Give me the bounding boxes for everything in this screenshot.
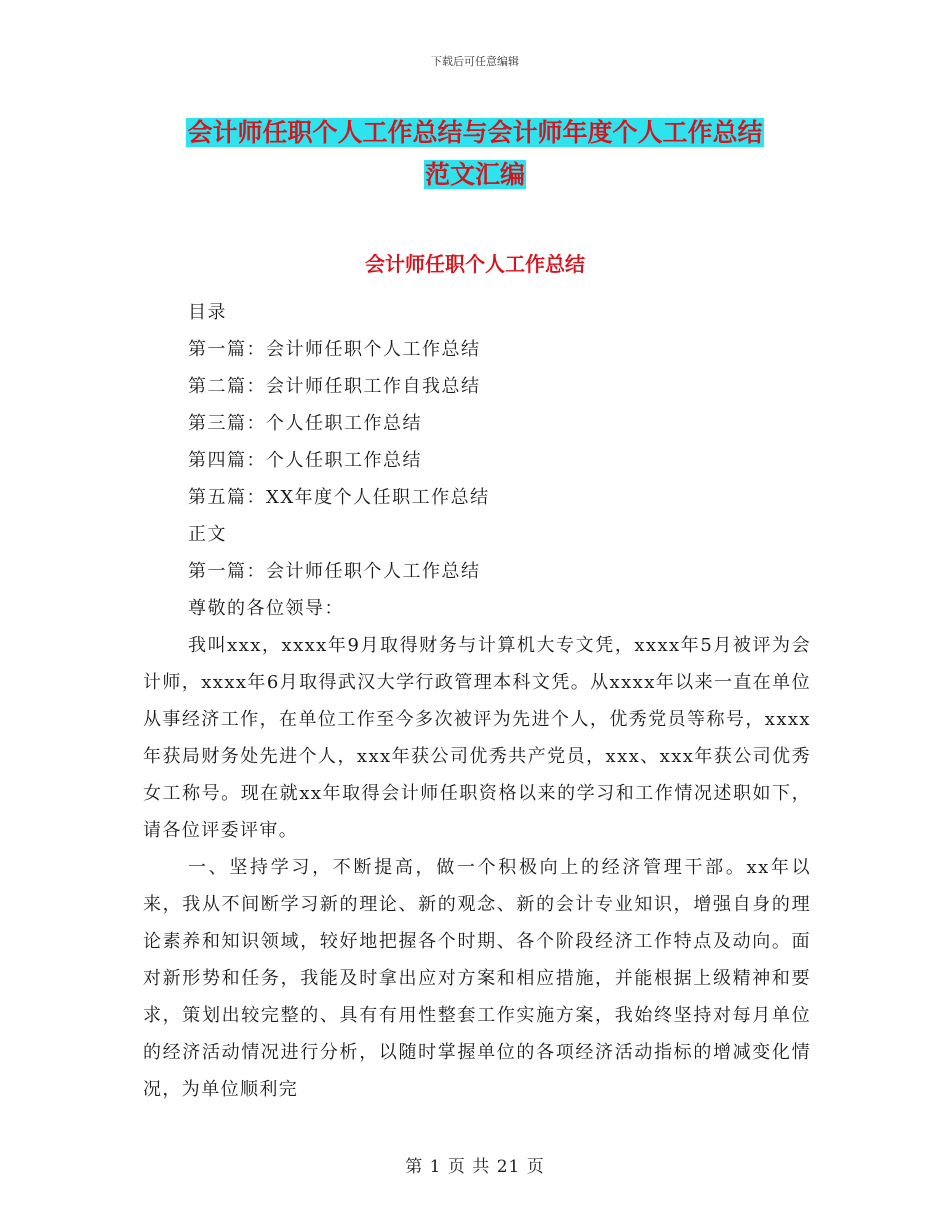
toc-item: 第三篇：个人任职工作总结 <box>188 413 422 434</box>
page-footer: 第 1 页 共 21 页 <box>405 1157 545 1177</box>
document-title-line-1: 会计师任职个人工作总结与会计师年度个人工作总结 <box>187 118 763 147</box>
document-title-line-2: 范文汇编 <box>424 160 525 189</box>
toc-item: 第一篇：会计师任职个人工作总结 <box>188 339 481 360</box>
salutation: 尊敬的各位领导： <box>188 598 344 619</box>
body-text <box>143 627 811 1108</box>
toc-item: 第五篇：XX年度个人任职工作总结 <box>188 487 490 508</box>
body-paragraph: 一、坚持学习，不断提高，做一个积极向上的经济管理干部。xx年以来，我从不间断学习新的理论、新的观念、新的会计专业知识，增强自身的理论素养和知识领域，较好地把握各个时期、各个阶段经济工作特点及动向。面对新形势和任务，我能及时拿出应对方案和相应措施，并能根据上级精神和要求，策划出较完整的、具有有用性整套工作实施方案，我始终坚持对每月单位的经济活动情况进行分析，以随时掌握单位的各项经济活动指标的增减变化情况，为单位顺利完 <box>143 857 811 1100</box>
table-of-contents <box>188 294 808 627</box>
document-title <box>0 112 950 196</box>
body-heading: 正文 <box>188 524 227 545</box>
toc-item: 第四篇：个人任职工作总结 <box>188 450 422 471</box>
chapter-title: 第一篇：会计师任职个人工作总结 <box>188 561 481 582</box>
toc-heading: 目录 <box>188 302 227 323</box>
section-title: 会计师任职个人工作总结 <box>365 252 585 276</box>
header-note: 下载后可任意编辑 <box>431 55 519 68</box>
body-paragraph: 我叫xxx，xxxx年9月取得财务与计算机大专文凭，xxxx年5月被评为会计师，xxxx年6月取得武汉大学行政管理本科文凭。从xxxx年以来一直在单位从事经济工作，在单位工作至今多次被评为先进个人，优秀党员等称号，xxxx年获局财务处先进个人，xxx年获公司优秀共产党员，xxx、xxx年获公司优秀女工称号。现在就xx年取得会计师任职资格以来的学习和工作情况述职如下，请各位评委评审。 <box>143 635 811 841</box>
toc-item: 第二篇：会计师任职工作自我总结 <box>188 376 481 397</box>
